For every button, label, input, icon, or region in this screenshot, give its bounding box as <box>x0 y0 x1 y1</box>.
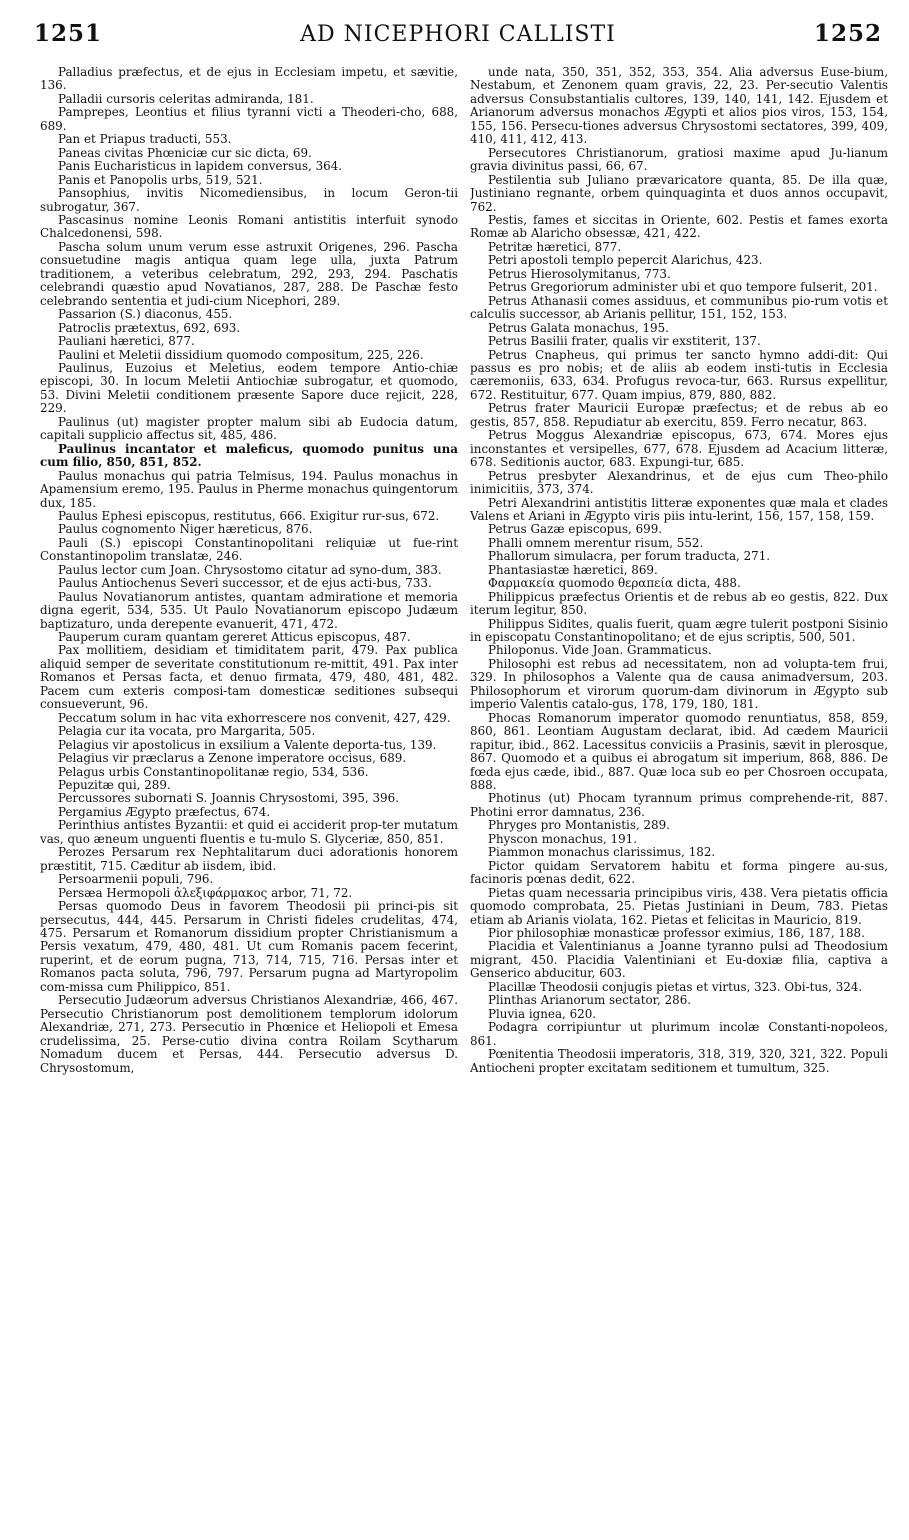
index-entry: Pietas quam necessaria principibus viris, 438. Vera pietatis officia quomodo comprobata, 25. Pietas Justiniani in Deum, 783. Pietas etiam ab Arianis violata, 162. Pietas et felicitas in Mauricio, 819. <box>470 885 888 927</box>
index-entry: Pelagus urbis Constantinopolitanæ regio, 534, 536. <box>58 764 369 779</box>
index-entry: Pelagia cur ita vocata, pro Margarita, 505. <box>58 724 316 739</box>
index-entry: Paulini et Meletii dissidium quomodo compositum, 225, 226. <box>58 347 424 362</box>
index-entry: Plinthas Arianorum sectator, 286. <box>488 993 692 1008</box>
index-entry: Palladii cursoris celeritas admiranda, 181. <box>58 91 314 106</box>
index-entry: Paneas civitas Phœniciæ cur sic dicta, 69. <box>58 145 312 160</box>
right-page-number: 1252 <box>813 20 882 47</box>
index-entry: Petri Alexandrini antistitis litteræ exponentes quæ mala et clades Valens et Ariani in Ægypto viris piis intu-lerint, 156, 157, 158, 159. <box>470 495 888 523</box>
index-entry: Pauli (S.) episcopi Constantinopolitani reliquiæ ut fue-rint Constantinopolim translatæ, 246. <box>40 535 458 564</box>
index-entry: Persecutio Judæorum adversus Christianos Alexandriæ, 466, 467. Persecutio Christianorum post demolitionem templorum idolorum Alexandriæ, 271, 273. Persecutio in Phœnice et Heliopoli et Emesa crudelissima, 25. Perse-cutio divina contra Roilam Scytharum Nomadum ducem et Persas, 444. Persecutio adversus D. Chrysostomum, <box>40 993 458 1075</box>
index-entry: Phryges pro Montanistis, 289. <box>488 818 670 833</box>
index-entry: Paulinus, Euzoius et Meletius, eodem tempore Antio-chiæ episcopi, 30. In locum Meletii Antiochiæ subrogatur, et quomodo, 53. Divini Meletii conditionem præsente Sapore duce rejicit, 228, 229. <box>40 360 458 416</box>
index-entry: Patroclis prætextus, 692, 693. <box>58 320 241 335</box>
index-entry: Palladius præfectus, et de ejus in Ecclesiam impetu, et sævitie, 136. <box>40 66 458 93</box>
index-entry: Pœnitentia Theodosii imperatoris, 318, 319, 320, 321, 322. Populi Antiocheni propter excitatam seditionem et tumultum, 325. <box>470 1047 888 1075</box>
right-index-column <box>470 66 888 1526</box>
index-entry: Petri apostoli templo pepercit Alarichus, 423. <box>488 253 763 268</box>
index-entry: Pascasinus nomine Leonis Romani antistitis interfuit synodo Chalcedonensi, 598. <box>40 212 458 241</box>
index-entry: Passarion (S.) diaconus, 455. <box>58 307 233 322</box>
index-entry: Pelagius vir præclarus a Zenone imperatore occisus, 689. <box>58 751 407 766</box>
index-entry: Paulus monachus qui patria Telmisus, 194. Paulus monachus in Apamensium eremo, 195. Paulus in Pherme monachus quingentorum dux, 185. <box>40 468 458 510</box>
index-entry: Physcon monachus, 191. <box>488 831 638 846</box>
index-entry: Perinthius antistes Byzantii: et quid ei acciderit prop-ter mutatum vas, quo æneum unguenti fluentis e tu-mulo S. Glyceriæ, 850, 851. <box>40 818 458 846</box>
index-entry: Persæa Hermopoli ἀλεξιφάρμακος arbor, 71, 72. <box>58 885 353 900</box>
index-entry: Paulus Ephesi episcopus, restitutus, 666. Exigitur rur-sus, 672. <box>58 508 440 523</box>
index-entry: Pascha solum unum verum esse astruxit Origenes, 296. Pascha consuetudine magis antiqua quam lege ulla, juxta Patrum traditionem, a veteribus celebratum, 292, 293, 294. Paschatis celebrandi quæstio apud Novatianos, 287, 288. De Paschæ festo celebrando sententia et judi-cium Nicephori, 289. <box>40 239 458 308</box>
index-entry: Piammon monachus clarissimus, 182. <box>488 845 716 860</box>
index-entry: Pior philosophiæ monasticæ professor eximius, 186, 187, 188. <box>488 926 865 940</box>
index-entry: Φαρμακεία quomodo θεραπεία dicta, 488. <box>488 576 741 591</box>
index-entry: Paulinus (ut) magister propter malum sibi ab Eudocia datum, capitali supplicio affectus sit, 485, 486. <box>40 414 458 443</box>
left-index-column <box>40 66 458 1526</box>
index-entry: Panis et Panopolis urbs, 519, 521. <box>58 172 263 187</box>
index-entry: Percussores subornati S. Joannis Chrysostomi, 395, 396. <box>58 791 399 806</box>
index-entry: Persoarmenii populi, 796. <box>58 872 214 887</box>
index-entry: Petrus frater Mauricii Europæ præfectus; et de rebus ab eo gestis, 857, 858. Repudiatur ab exercitu, 859. Ferro necatur, 863. <box>470 401 888 429</box>
left-page-number: 1251 <box>34 20 103 47</box>
index-entry: Paulus Novatianorum antistes, quantam admiratione et memoria digna egerit, 534, 535. Ut Paulo Novatianorum episcopo Judæum baptizaturo, unda derepente evanuerit, 471, 472. <box>40 589 458 631</box>
index-entry: Placidia et Valentinianus a Joanne tyranno pulsi ad Theodosium migrant, 450. Placidia Valentiniani et Eu-doxiæ filia, captiva a Genserico abducitur, 603. <box>470 939 888 981</box>
index-entry: Pestilentia sub Juliano prævaricatore quanta, 85. De illa quæ, Justiniano regnante, orbem quinquaginta et duos annos occupavit, 762. <box>470 172 888 214</box>
index-entry: Paulinus incantator et maleficus, quomodo punitus una cum filio, 850, 851, 852. <box>40 441 458 470</box>
index-entry: Persecutores Christianorum, gratiosi maxime apud Ju-lianum gravia divinitus passi, 66, 67. <box>470 145 888 174</box>
index-entry: Paulus cognomento Niger hæreticus, 876. <box>58 522 313 537</box>
index-entry: Petrus Gazæ episcopus, 699. <box>488 522 663 537</box>
index-entry: Phantasiastæ hæretici, 869. <box>488 562 658 577</box>
index-entry: Persas quomodo Deus in favorem Theodosii pii princi-pis sit persecutus, 444, 445. Persarum in Christi fideles crudelitas, 474, 475. Persarum et Romanorum dissidium propter Christianismum a Persis vexatum, 479, 480, 481. Ut cum Romanis pacem fecerint, ruperint, et de eorum pugna, 713, 714, 715, 716. Persas inter et Romanos pacta soluta, 796, 797. Persarum pugna ad Martyropolim com-missa cum Philippico, 851. <box>40 899 458 994</box>
index-entry: Pelagius vir apostolicus in exsilium a Valente deporta-tus, 139. <box>58 737 437 752</box>
index-entry: Philosophi est rebus ad necessitatem, non ad volupta-tem frui, 329. In philosophos a Valente qua de causa animadversum, 203. Philosophorum et virorum quorum-dam divinorum in Ægypto sub imperio Valentis catalo-gus, 178, 179, 180, 181. <box>470 656 888 712</box>
index-entry: Pepuzitæ qui, 289. <box>58 778 171 793</box>
index-entry: Pax mollitiem, desidiam et timiditatem parit, 479. Pax publica aliquid semper de severitate constitutionum re-mittit, 491. Pax inter Romanos et Persas facta, et denuo firmata, 479, 480, 481, 482. Pacem cum exteris composi-tam domesticæ seditiones subsequi consueverunt, 96. <box>40 643 458 712</box>
index-entry: Paulus lector cum Joan. Chrysostomo citatur ad syno-dum, 383. <box>58 562 442 577</box>
index-entry: Podagra corripiuntur ut plurimum incolæ Constanti-nopoleos, 861. <box>470 1020 888 1048</box>
index-entry: Petrus Cnapheus, qui primus ter sancto hymno addi-dit: Qui passus es pro nobis; et de aliis ab eodem insti-tutis in Ecclesia cæremoniis, 633, 634. Profugus revoca-tur, 663. Rursus expellitur, 672. Restituitur, 677. Quam impius, 879, 880, 882. <box>470 347 888 402</box>
index-entry: Petritæ hæretici, 877. <box>488 239 622 254</box>
index-entry: Pergamius Ægypto præfectus, 674. <box>58 804 271 819</box>
index-entry: Pan et Priapus traducti, 553. <box>58 132 232 147</box>
index-entry: Philoponus. Vide Joan. Grammaticus. <box>488 643 712 658</box>
index-entry: Pluvia ignea, 620. <box>488 1006 597 1021</box>
index-entry: Petrus Athanasii comes assiduus, et communibus pio-rum votis et calculis successor, ab Arianis pellitur, 151, 152, 153. <box>470 293 888 322</box>
index-entry: Placillæ Theodosii conjugis pietas et virtus, 323. Obi-tus, 324. <box>488 979 863 994</box>
running-title: AD NICEPHORI CALLISTI <box>300 22 616 47</box>
index-entry: Petrus Gregoriorum administer ubi et quo tempore fulserit, 201. <box>488 280 878 295</box>
index-entry: Petrus Hierosolymitanus, 773. <box>488 266 671 281</box>
index-entry: Phocas Romanorum imperator quomodo renuntiatus, 858, 859, 860, 861. Leontiam Augustam declarat, ibid. Ad cædem Mauricii rapitur, ibid., 862. Lacessitus conviciis a Prasinis, sævit in plerosque, 867. Quomodo et a quibus ei abrogatum sit imperium, 868, 886. De fœda ejus cæde, ibid., 887. Quæ loca sub eo per Chosroen occupata, 888. <box>470 710 888 793</box>
index-entry: Petrus Basilii frater, qualis vir exstiterit, 137. <box>488 334 761 349</box>
index-entry: Philippicus præfectus Orientis et de rebus ab eo gestis, 822. Dux iterum legitur, 850. <box>470 589 888 618</box>
index-entry: Phalli omnem merentur risum, 552. <box>488 535 704 550</box>
index-entry: Petrus Moggus Alexandriæ episcopus, 673, 674. Mores ejus inconstantes et versipelles, 677, 678. Ejusdem ad Acacium litteræ, 678. Seditionis auctor, 683. Expungi-tur, 685. <box>470 428 888 470</box>
index-entry: unde nata, 350, 351, 352, 353, 354. Alia adversus Euse-bium, Nestabum, et Zenonem quam gravis, 22, 23. Per-secutio Valentis adversus Consubstantialis cultores, 139, 140, 141, 142. Ejusdem et Arianorum adversus monachos Ægypti et alios pios viros, 153, 154, 155, 156. Persecu-tiones adversus Chrysostomi sectatores, 399, 409, 410, 411, 412, 413. <box>470 66 888 147</box>
page-header <box>34 20 882 60</box>
index-entry: Pauperum curam quantam gereret Atticus episcopus, 487. <box>58 630 411 645</box>
index-entry: Philippus Sidites, qualis fuerit, quam ægre tulerit postponi Sisinio in episcopatu Constantinopolitano; et de ejus scriptis, 500, 501. <box>470 616 888 645</box>
index-entry: Pamprepes, Leontius et filius tyranni victi a Theoderi-cho, 688, 689. <box>40 105 458 133</box>
index-entry: Pauliani hæretici, 877. <box>58 334 195 349</box>
index-entry: Pictor quidam Servatorem habitu et forma pingere au-sus, facinoris pœnas dedit, 622. <box>470 858 888 887</box>
index-entry: Pansophius, invitis Nicomediensibus, in locum Geron-tii subrogatur, 367. <box>40 186 458 214</box>
index-entry: Perozes Persarum rex Nephtalitarum duci adorationis honorem præstitit, 715. Cæditur ab iisdem, ibid. <box>40 845 458 873</box>
index-entry: Photinus (ut) Phocam tyrannum primus comprehende-rit, 887. Photini error damnatus, 236. <box>470 791 888 819</box>
index-entry: Peccatum solum in hac vita exhorrescere nos convenit, 427, 429. <box>58 710 451 725</box>
index-entry: Paulus Antiochenus Severi successor, et de ejus acti-bus, 733. <box>58 576 432 591</box>
index-entry: Panis Eucharisticus in lapidem conversus, 364. <box>58 159 343 174</box>
index-entry: Petrus presbyter Alexandrinus, et de ejus cum Theo-philo inimicitiis, 373, 374. <box>470 468 888 497</box>
index-entry: Phallorum simulacra, per forum traducta, 271. <box>488 549 771 564</box>
index-entry: Pestis, fames et siccitas in Oriente, 602. Pestis et fames exorta Romæ ab Alaricho obsessæ, 421, 422. <box>470 212 888 241</box>
index-entry: Petrus Galata monachus, 195. <box>488 320 669 335</box>
